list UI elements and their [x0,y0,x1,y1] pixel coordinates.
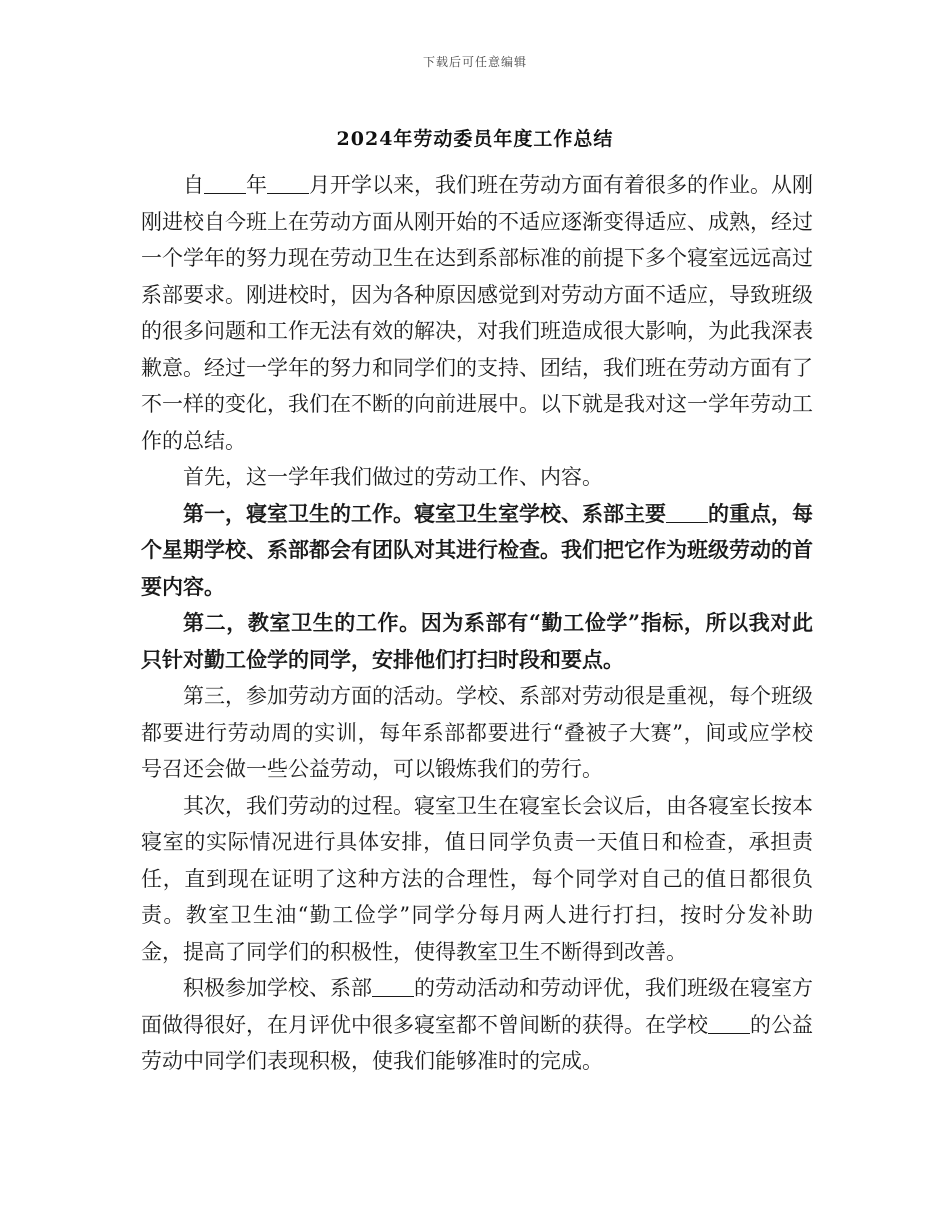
paragraph-classroom-hygiene [141,605,813,678]
document-body [141,167,813,1080]
fill-blank [372,975,414,997]
fill-blank [708,1012,750,1034]
text-segment: 年 [246,173,267,197]
text-segment: 第一，寝室卫生的工作。寝室卫生室学校、系部主要 [183,500,666,526]
text-segment: 自 [183,173,204,197]
paragraph-dorm-hygiene [141,496,813,606]
header-note: 下载后可任意编辑 [422,55,527,69]
text-segment: 的重点，每个星期学校、系部都会有团队对其进行检查。我们把它作为班级劳动的首要内容。 [141,500,813,599]
text-segment: 第三，参加劳动方面的活动。学校、系部对劳动很是重视，每个班级都要进行劳动周的实训，每年系部都要进行“叠被子大赛”，间或应学校号召还会做一些公益劳动，可以锻炼我们的劳行。 [141,684,813,781]
text-segment: 的公益劳动中同学们表现积极，使我们能够准时的完成。 [141,1012,813,1073]
paragraph-intro [141,167,813,459]
paragraph-process [141,788,813,971]
paragraph-participation [141,970,813,1080]
text-segment: 积极参加学校、系部 [183,976,372,1000]
fill-blank [666,501,708,523]
paragraph-activities [141,678,813,788]
fill-blank [267,172,309,194]
fill-blank [204,172,246,194]
text-segment: 首先，这一学年我们做过的劳动工作、内容。 [183,465,603,489]
paragraph-first-of-all [141,459,813,496]
document-title: 2024年劳动委员年度工作总结 [336,128,614,150]
text-segment: 第二，教室卫生的工作。因为系部有“勤工俭学”指标，所以我对此只针对勤工俭学的同学，安排他们打扫时段和要点。 [141,610,813,672]
text-segment: 其次，我们劳动的过程。寝室卫生在寝室长会议后，由各寝室长按本寝室的实际情况进行具体安排，值日同学负责一天值日和检查，承担责任，直到现在证明了这种方法的合理性，每个同学对自己的值日都很负责。教室卫生油“勤工俭学”同学分每月两人进行打扫，按时分发补助金，提高了同学们的积极性，使得教室卫生不断得到改善。 [141,793,813,964]
text-segment: 月开学以来，我们班在劳动方面有着很多的作业。从刚刚进校自今班上在劳动方面从刚开始的不适应逐渐变得适应、成熟，经过一个学年的努力现在劳动卫生在达到系部标准的前提下多个寝室远远高过系部要求。刚进校时，因为各种原因感觉到对劳动方面不适应，导致班级的很多问题和工作无法有效的解决，对我们班造成很大影响，为此我深表歉意。经过一学年的努力和同学们的支持、团结，我们班在劳动方面有了不一样的变化，我们在不断的向前进展中。以下就是我对这一学年劳动工作的总结。 [141,173,813,453]
text-segment: 的劳动活动和劳动评优，我们班级在寝室方面做得很好，在月评优中很多寝室都不曾间断的获得。在学校 [141,976,813,1037]
